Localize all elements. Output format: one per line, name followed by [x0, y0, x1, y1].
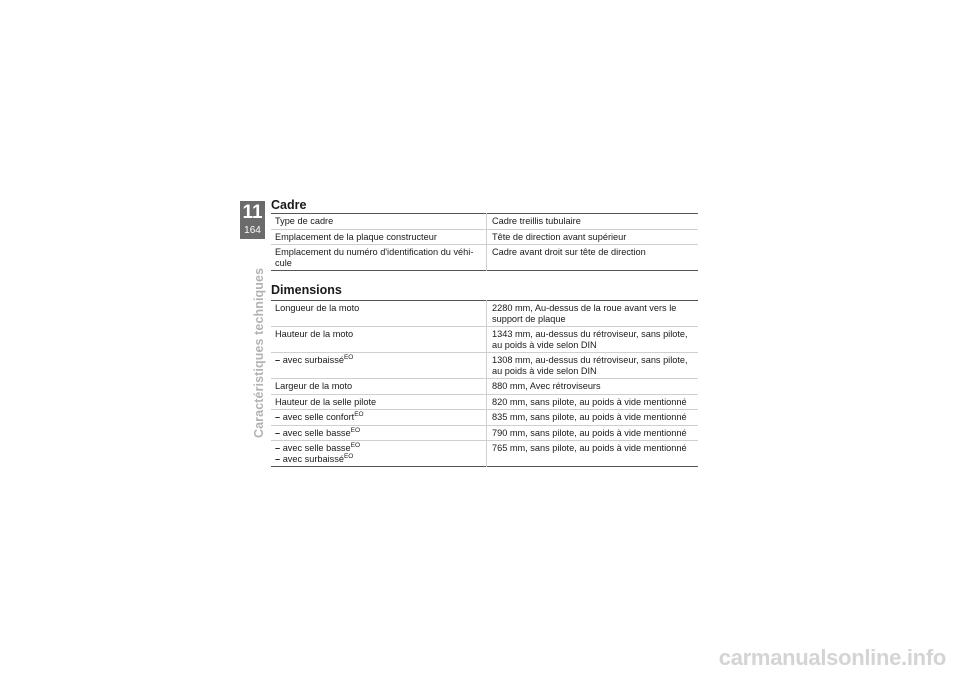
row-value: 1343 mm, au-dessus du rétroviseur, sans pilote, au poids à vide selon DIN: [487, 327, 699, 353]
table-row: [271, 394, 698, 410]
dash: –: [275, 355, 281, 365]
row-label: [271, 425, 487, 441]
row-label: Emplacement de la plaque constructeur: [271, 229, 487, 245]
option-superscript: EO: [350, 441, 361, 449]
row-value: 820 mm, sans pilote, au poids à vide mentionné: [487, 394, 699, 410]
table-row: [271, 327, 698, 353]
table-row: [271, 214, 698, 230]
dash: –: [275, 453, 281, 464]
option-superscript: EO: [350, 426, 361, 434]
table-row: [271, 353, 698, 379]
dash: –: [275, 412, 281, 422]
page-content: [271, 197, 698, 467]
row-value: 790 mm, sans pilote, au poids à vide mentionné: [487, 425, 699, 441]
row-label: Largeur de la moto: [271, 379, 487, 395]
option-superscript: EO: [354, 410, 364, 418]
table-row: [271, 425, 698, 441]
chapter-number: 11: [242, 202, 263, 223]
dimensions-table: [271, 300, 698, 467]
dash: –: [275, 427, 281, 438]
row-value: 765 mm, sans pilote, au poids à vide mentionné: [487, 441, 699, 467]
row-value: 880 mm, Avec rétroviseurs: [487, 379, 699, 395]
watermark: carmanualsonline.info: [718, 645, 946, 670]
row-label: Emplacement du numéro d'identification du véhi-cule: [271, 245, 487, 271]
table-row: [271, 410, 698, 426]
row-label: [271, 410, 487, 426]
option-superscript: EO: [343, 353, 354, 361]
row-value: 835 mm, sans pilote, au poids à vide mentionné: [487, 410, 699, 426]
row-value: Tête de direction avant supérieur: [487, 229, 699, 245]
label-text: avec selle confort: [282, 412, 355, 422]
row-value: 1308 mm, au-dessus du rétroviseur, sans pilote, au poids à vide selon DIN: [487, 353, 699, 379]
dimensions-heading: Dimensions: [271, 283, 342, 297]
row-label: Longueur de la moto: [275, 303, 360, 313]
cadre-table: [271, 213, 698, 271]
chapter-side-title: Caractéristiques techniques: [252, 267, 266, 438]
row-label: [271, 441, 487, 467]
table-row: [271, 301, 698, 327]
row-label: Hauteur de la moto: [271, 327, 487, 353]
page-number: 164: [244, 225, 261, 236]
cadre-heading: Cadre: [271, 198, 307, 212]
row-value: Cadre avant droit sur tête de direction: [487, 245, 699, 271]
row-value: Cadre treillis tubulaire: [487, 214, 699, 230]
table-row: [271, 441, 698, 467]
row-value: 2280 mm, Au-dessus de la roue avant vers le support de plaque: [487, 301, 699, 327]
row-label: [271, 353, 487, 379]
label-text: avec selle basse: [282, 427, 351, 438]
dash: –: [275, 443, 281, 453]
chapter-tab: [240, 201, 265, 239]
label-text: avec surbaissé: [282, 355, 344, 365]
row-label: Type de cadre: [275, 216, 334, 226]
label-text: avec selle basse: [282, 443, 351, 453]
table-row: [271, 229, 698, 245]
row-label: Hauteur de la selle pilote: [271, 394, 487, 410]
table-row: [271, 245, 698, 271]
label-text: avec surbaissé: [282, 453, 344, 464]
option-superscript: EO: [343, 452, 354, 460]
table-row: [271, 379, 698, 395]
